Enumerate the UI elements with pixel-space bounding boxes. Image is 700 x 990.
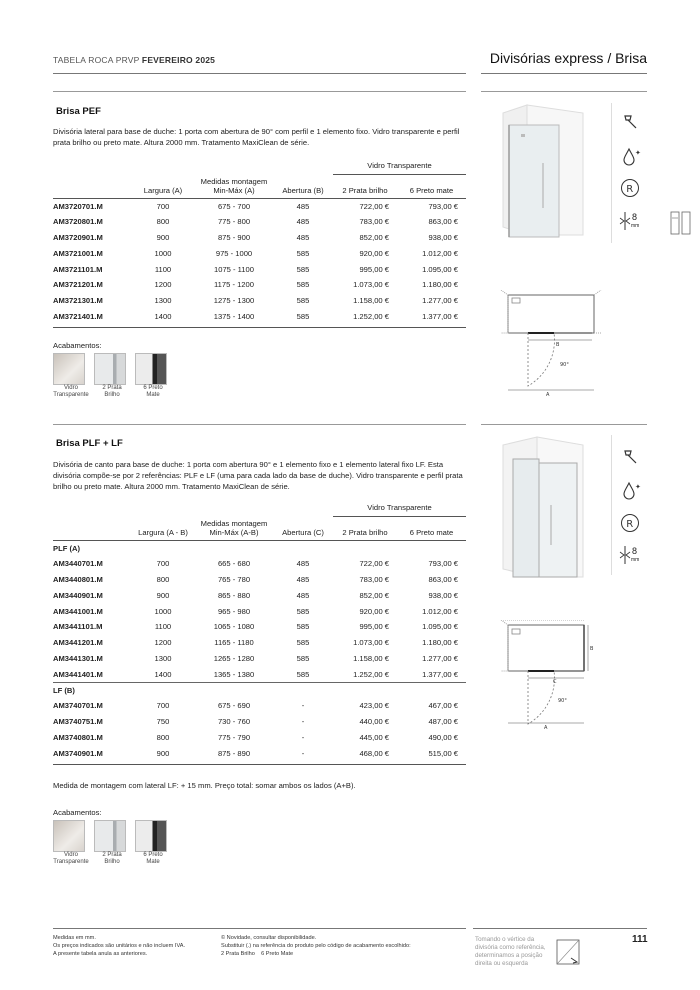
table-row <box>53 293 466 309</box>
table-row <box>53 603 466 619</box>
finish-label-sub: Mate <box>146 859 160 865</box>
price-black-cell: 467,00 € <box>428 701 458 711</box>
plf-note: Medida de montagem com lateral LF: + 15 mm. Preço total: somar ambos os lados (A+B). <box>53 781 356 790</box>
width-cell: 900 <box>156 590 170 600</box>
plf-finish-swatches <box>53 820 171 866</box>
shower-icon <box>622 113 640 131</box>
opening-cell: 485 <box>296 574 310 584</box>
finish-option <box>94 353 130 399</box>
finish-option <box>135 353 171 399</box>
footer-mid-1: © Novidade, consultar disponibilidade. <box>221 935 317 941</box>
maxiclean-drop-icon-2 <box>621 480 643 500</box>
pef-group-header: Vidro Transparente <box>333 158 466 174</box>
width-cell: 700 <box>156 201 170 211</box>
opening-cell: 585 <box>296 653 310 663</box>
finish-swatch <box>53 353 85 385</box>
footer-grey-1: Tomando o vértice da <box>475 936 535 943</box>
footer-left-2: Os preços indicados são unitários e não incluem IVA. <box>53 942 186 949</box>
pef-icons <box>611 103 647 243</box>
svg-text:✦: ✦ <box>635 483 641 491</box>
product-reference: AM3721301.M <box>53 296 103 306</box>
price-silver-cell: 1.252,00 € <box>353 669 389 679</box>
finish-label-sub: Transparente <box>53 859 89 865</box>
product-reference: AM3440901.M <box>53 590 103 600</box>
edition-text: FEVEREIRO 2025 <box>141 55 216 65</box>
glass-thickness-unit: mm <box>631 223 640 229</box>
opening-cell: 585 <box>296 311 310 321</box>
finish-swatch <box>135 820 167 852</box>
measures-cell: 665 - 680 <box>217 559 251 569</box>
reversible-icon-2 <box>620 513 640 533</box>
finish-label: 2 Prata <box>102 852 122 858</box>
opening-cell: 585 <box>296 669 310 679</box>
pef-col-opening: Abertura (B) <box>282 185 324 195</box>
width-cell: 1000 <box>154 248 172 258</box>
price-black-cell: 490,00 € <box>428 732 458 742</box>
maxiclean-drop-icon <box>621 146 643 166</box>
measures-cell: 675 - 700 <box>217 201 251 211</box>
measures-cell: 875 - 890 <box>217 748 251 758</box>
measures-cell: 865 - 880 <box>217 590 251 600</box>
finish-option <box>53 820 89 866</box>
price-silver-cell: 995,00 € <box>359 264 389 274</box>
opening-cell: - <box>301 717 305 727</box>
footer-mid-2: Substituir (.) na referência do produto pelo código de acabamento escolhido: <box>221 942 411 949</box>
price-silver-cell: 920,00 € <box>359 606 389 616</box>
product-reference: AM3441201.M <box>53 638 103 648</box>
price-silver-cell: 1.073,00 € <box>353 280 389 290</box>
price-black-cell: 1.095,00 € <box>422 264 458 274</box>
product-reference: AM3740751.M <box>53 717 103 727</box>
price-silver-cell: 1.158,00 € <box>353 653 389 663</box>
plf-product-image <box>497 435 589 585</box>
product-reference: AM3720901.M <box>53 232 103 242</box>
product-reference: AM3441101.M <box>53 622 103 632</box>
section-rule-right <box>481 91 647 92</box>
width-cell: 800 <box>156 732 170 742</box>
price-black-cell: 1.012,00 € <box>422 606 458 616</box>
table-row <box>53 277 466 293</box>
product-reference: AM3440701.M <box>53 559 103 569</box>
product-reference: AM3720701.M <box>53 201 103 211</box>
price-silver-cell: 783,00 € <box>359 217 389 227</box>
shower-icon-2 <box>622 448 640 466</box>
finish-swatch <box>94 820 126 852</box>
width-cell: 700 <box>156 559 170 569</box>
opening-cell: 485 <box>296 232 310 242</box>
plf-title: Brisa PLF + LF <box>56 438 123 449</box>
table-row <box>53 587 466 603</box>
measures-cell: 1375 - 1400 <box>213 311 255 321</box>
price-black-cell: 863,00 € <box>428 217 458 227</box>
table-row <box>53 556 466 572</box>
finish-swatch <box>94 353 126 385</box>
opening-cell: 585 <box>296 264 310 274</box>
footer-mid <box>221 935 411 958</box>
measures-cell: 1275 - 1300 <box>213 296 255 306</box>
footer-left-3: A presente tabela anula as anteriores. <box>53 950 148 957</box>
opening-cell: 585 <box>296 606 310 616</box>
reversible-letter-2: R <box>626 519 634 530</box>
measures-cell: 875 - 900 <box>217 232 251 242</box>
width-cell: 1100 <box>154 622 172 632</box>
opening-cell: 485 <box>296 590 310 600</box>
finish-label-sub: Brilho <box>104 859 120 865</box>
opening-cell: 585 <box>296 248 310 258</box>
footer-left <box>53 935 185 958</box>
footer-orientation-note <box>475 936 546 968</box>
width-cell: 1200 <box>154 638 172 648</box>
pef-title: Brisa PEF <box>56 106 101 117</box>
footer-grey-3: determinamos a posição <box>475 952 543 959</box>
product-reference: AM3740801.M <box>53 732 103 742</box>
price-silver-cell: 423,00 € <box>359 701 389 711</box>
plf-finishes-label: Acabamentos: <box>53 808 102 817</box>
opening-cell: - <box>301 748 305 758</box>
plf-col-silver: 2 Prata brilho <box>342 527 388 537</box>
price-black-cell: 487,00 € <box>428 717 458 727</box>
measures-cell: 1075 - 1100 <box>214 264 254 274</box>
footer-left-1: Medidas em mm. <box>53 935 96 941</box>
product-reference: AM3721001.M <box>53 248 103 258</box>
measures-cell: 675 - 690 <box>217 701 251 711</box>
width-cell: 1300 <box>154 296 172 306</box>
width-cell: 800 <box>156 574 170 584</box>
width-cell: 750 <box>156 717 170 727</box>
plf-group-header: Vidro Transparente <box>333 500 466 516</box>
table-row <box>53 635 466 651</box>
section-rule-2 <box>53 424 466 425</box>
finish-option <box>53 353 89 399</box>
opening-cell: - <box>301 701 305 711</box>
pef-finishes-label: Acabamentos: <box>53 341 102 350</box>
group-label: PLF (A) <box>53 543 80 553</box>
price-black-cell: 1.277,00 € <box>422 653 458 663</box>
width-cell: 900 <box>156 232 170 242</box>
plf-price-table <box>53 500 466 761</box>
price-black-cell: 793,00 € <box>428 201 458 211</box>
pef-plan-diagram <box>498 290 604 396</box>
group-row <box>53 682 466 698</box>
pef-finish-swatches <box>53 353 171 399</box>
measures-cell: 1065 - 1080 <box>213 622 255 632</box>
opening-cell: 585 <box>296 638 310 648</box>
price-silver-cell: 1.158,00 € <box>353 296 389 306</box>
footer-grey-4: direita ou esquerda <box>475 960 528 967</box>
plf-description: Divisória de canto para base de duche: 1 porta com abertura 90° e 1 elemento fixo e 1 elemento lateral fixo LF. Esta divisória compõe-se por 2 referências: PLF e LF (uma para cada lado da base de duche). Vidro transparente e perfil prata brilho ou preto mate. Altura 2000 mm. Tratamento MaxiClean de série. <box>53 460 463 491</box>
finish-label: Vidro <box>64 852 78 858</box>
diagram-label-angle: 90° <box>560 362 569 368</box>
group-label: LF (B) <box>53 682 466 698</box>
product-reference: AM3721201.M <box>53 280 103 290</box>
diagram-label-b: B <box>556 342 560 348</box>
plf-col-black: 6 Preto mate <box>409 527 454 537</box>
width-cell: 1100 <box>154 264 172 274</box>
product-reference: AM3740901.M <box>53 748 103 758</box>
price-black-cell: 793,00 € <box>428 559 458 569</box>
measures-cell: 975 - 1000 <box>215 248 253 258</box>
finish-option <box>94 820 130 866</box>
pef-product-image <box>497 103 589 243</box>
pef-col-measures: Medidas montagem Min-Máx (A) <box>200 176 268 195</box>
plf-plan-diagram <box>498 620 604 730</box>
finish-label: 6 Preto <box>143 852 163 858</box>
svg-text:✦: ✦ <box>635 149 641 157</box>
opening-cell: - <box>301 732 305 742</box>
table-row <box>53 714 466 730</box>
pef-description: Divisória lateral para base de duche: 1 porta com abertura de 90° com perfil e 1 elemento fixo. Vidro transparente e perfil prata brilho ou preto mate. Altura 2000 mm. Tratamento MaxiClean de série. <box>53 127 460 147</box>
table-row <box>53 309 466 325</box>
page-number: 111 <box>632 934 648 945</box>
table-row <box>53 198 466 214</box>
measures-cell: 730 - 760 <box>217 717 251 727</box>
product-reference: AM3440801.M <box>53 574 103 584</box>
group-row <box>53 540 466 556</box>
price-black-cell: 1.180,00 € <box>422 638 458 648</box>
finish-swatch <box>53 820 85 852</box>
finish-label: Vidro <box>64 385 78 391</box>
footer-rule <box>53 928 466 929</box>
footer-mid-3: 2 Prata Brilho 6 Preto Mate <box>221 950 294 957</box>
plf-icons <box>611 435 647 575</box>
width-cell: 1000 <box>154 606 172 616</box>
footer-rule-right <box>473 928 647 929</box>
measures-cell: 775 - 800 <box>217 217 251 227</box>
diagram-label-a: A <box>546 392 550 396</box>
opening-cell: 585 <box>296 296 310 306</box>
plf-col-measures: Medidas montagem Min-Máx (A-B) <box>200 518 268 537</box>
table-row <box>53 651 466 667</box>
measures-cell: 765 - 780 <box>217 574 251 584</box>
opening-cell: 485 <box>296 217 310 227</box>
brand-text: TABELA ROCA PRVP <box>53 55 140 65</box>
pef-col-black: 6 Preto mate <box>409 185 454 195</box>
finish-option <box>135 820 171 866</box>
opening-cell: 585 <box>296 622 310 632</box>
price-silver-cell: 852,00 € <box>359 590 389 600</box>
price-silver-cell: 1.252,00 € <box>353 311 389 321</box>
price-silver-cell: 995,00 € <box>359 622 389 632</box>
width-cell: 1200 <box>154 280 172 290</box>
width-cell: 1400 <box>154 669 172 679</box>
plf-table-bottom-rule <box>53 764 466 765</box>
glass-thickness-value: 8 <box>632 212 638 222</box>
pef-col-width: Largura (A) <box>143 185 183 195</box>
measures-cell: 1175 - 1200 <box>214 280 254 290</box>
table-row <box>53 698 466 714</box>
opening-cell: 485 <box>296 201 310 211</box>
price-silver-cell: 852,00 € <box>359 232 389 242</box>
glass-thickness-icon <box>619 211 631 231</box>
pef-table-bottom-rule <box>53 327 466 328</box>
product-reference: AM3740701.M <box>53 701 103 711</box>
width-cell: 1300 <box>154 653 172 663</box>
orientation-icon <box>555 938 583 968</box>
header-brand <box>53 55 215 65</box>
header-rule <box>53 73 466 74</box>
price-black-cell: 863,00 € <box>428 574 458 584</box>
price-black-cell: 1.095,00 € <box>422 622 458 632</box>
price-silver-cell: 722,00 € <box>359 201 389 211</box>
finish-label: 2 Prata <box>102 385 122 391</box>
finish-label-sub: Brilho <box>104 392 120 398</box>
pef-col-silver: 2 Prata brilho <box>342 185 388 195</box>
price-black-cell: 1.180,00 € <box>422 280 458 290</box>
price-black-cell: 1.012,00 € <box>422 248 458 258</box>
price-black-cell: 515,00 € <box>428 748 458 758</box>
table-row <box>53 730 466 746</box>
table-row <box>53 261 466 277</box>
width-cell: 1400 <box>154 311 172 321</box>
opening-cell: 585 <box>296 280 310 290</box>
measures-cell: 1365 - 1380 <box>213 669 255 679</box>
product-reference: AM3441001.M <box>53 606 103 616</box>
footer-grey-2: divisória como referência, <box>475 944 546 951</box>
diagram2-label-a: A <box>544 725 548 730</box>
finish-swatch <box>135 353 167 385</box>
plf-col-opening: Abertura (C) <box>282 527 324 537</box>
measures-cell: 1265 - 1280 <box>213 653 255 663</box>
price-black-cell: 938,00 € <box>428 232 458 242</box>
price-black-cell: 1.277,00 € <box>422 296 458 306</box>
table-row <box>53 214 466 230</box>
glass-thickness-icon-2 <box>619 545 631 565</box>
header-rule-right <box>481 73 647 74</box>
reversible-letter: R <box>626 184 634 195</box>
page-title: Divisórias express / Brisa <box>489 50 647 66</box>
glass-thickness-unit-2: mm <box>631 557 640 563</box>
diagram2-label-c: C <box>553 679 557 685</box>
width-cell: 800 <box>156 217 170 227</box>
measures-cell: 1165 - 1180 <box>214 638 254 648</box>
product-reference: AM3721101.M <box>53 264 103 274</box>
price-silver-cell: 722,00 € <box>359 559 389 569</box>
price-silver-cell: 920,00 € <box>359 248 389 258</box>
product-reference: AM3441301.M <box>53 653 103 663</box>
table-row <box>53 745 466 761</box>
price-black-cell: 1.377,00 € <box>422 669 458 679</box>
plf-col-width: Largura (A - B) <box>138 527 188 537</box>
finish-label-sub: Transparente <box>53 392 89 398</box>
price-black-cell: 938,00 € <box>428 590 458 600</box>
price-black-cell: 1.377,00 € <box>422 311 458 321</box>
price-silver-cell: 468,00 € <box>359 748 389 758</box>
product-reference: AM3721401.M <box>53 311 103 321</box>
price-silver-cell: 445,00 € <box>359 732 389 742</box>
product-reference: AM3720801.M <box>53 217 103 227</box>
table-row <box>53 666 466 682</box>
diagram2-label-angle: 90° <box>558 698 567 704</box>
measures-cell: 775 - 790 <box>217 732 251 742</box>
opening-cell: 485 <box>296 559 310 569</box>
finish-label-sub: Mate <box>146 392 160 398</box>
side-tab-icon <box>669 210 693 238</box>
price-silver-cell: 440,00 € <box>359 717 389 727</box>
glass-thickness-value-2: 8 <box>632 546 638 556</box>
section-rule <box>53 91 466 92</box>
section-rule-2-right <box>481 424 647 425</box>
width-cell: 700 <box>156 701 170 711</box>
price-silver-cell: 1.073,00 € <box>353 638 389 648</box>
price-silver-cell: 783,00 € <box>359 574 389 584</box>
table-row <box>53 572 466 588</box>
reversible-icon <box>620 178 640 198</box>
finish-label: 6 Preto <box>143 385 163 391</box>
product-reference: AM3441401.M <box>53 669 103 679</box>
table-row <box>53 619 466 635</box>
width-cell: 900 <box>156 748 170 758</box>
diagram2-label-b: B <box>590 646 594 652</box>
measures-cell: 965 - 980 <box>217 606 251 616</box>
table-row <box>53 245 466 261</box>
pef-price-table <box>53 158 466 324</box>
table-row <box>53 230 466 246</box>
